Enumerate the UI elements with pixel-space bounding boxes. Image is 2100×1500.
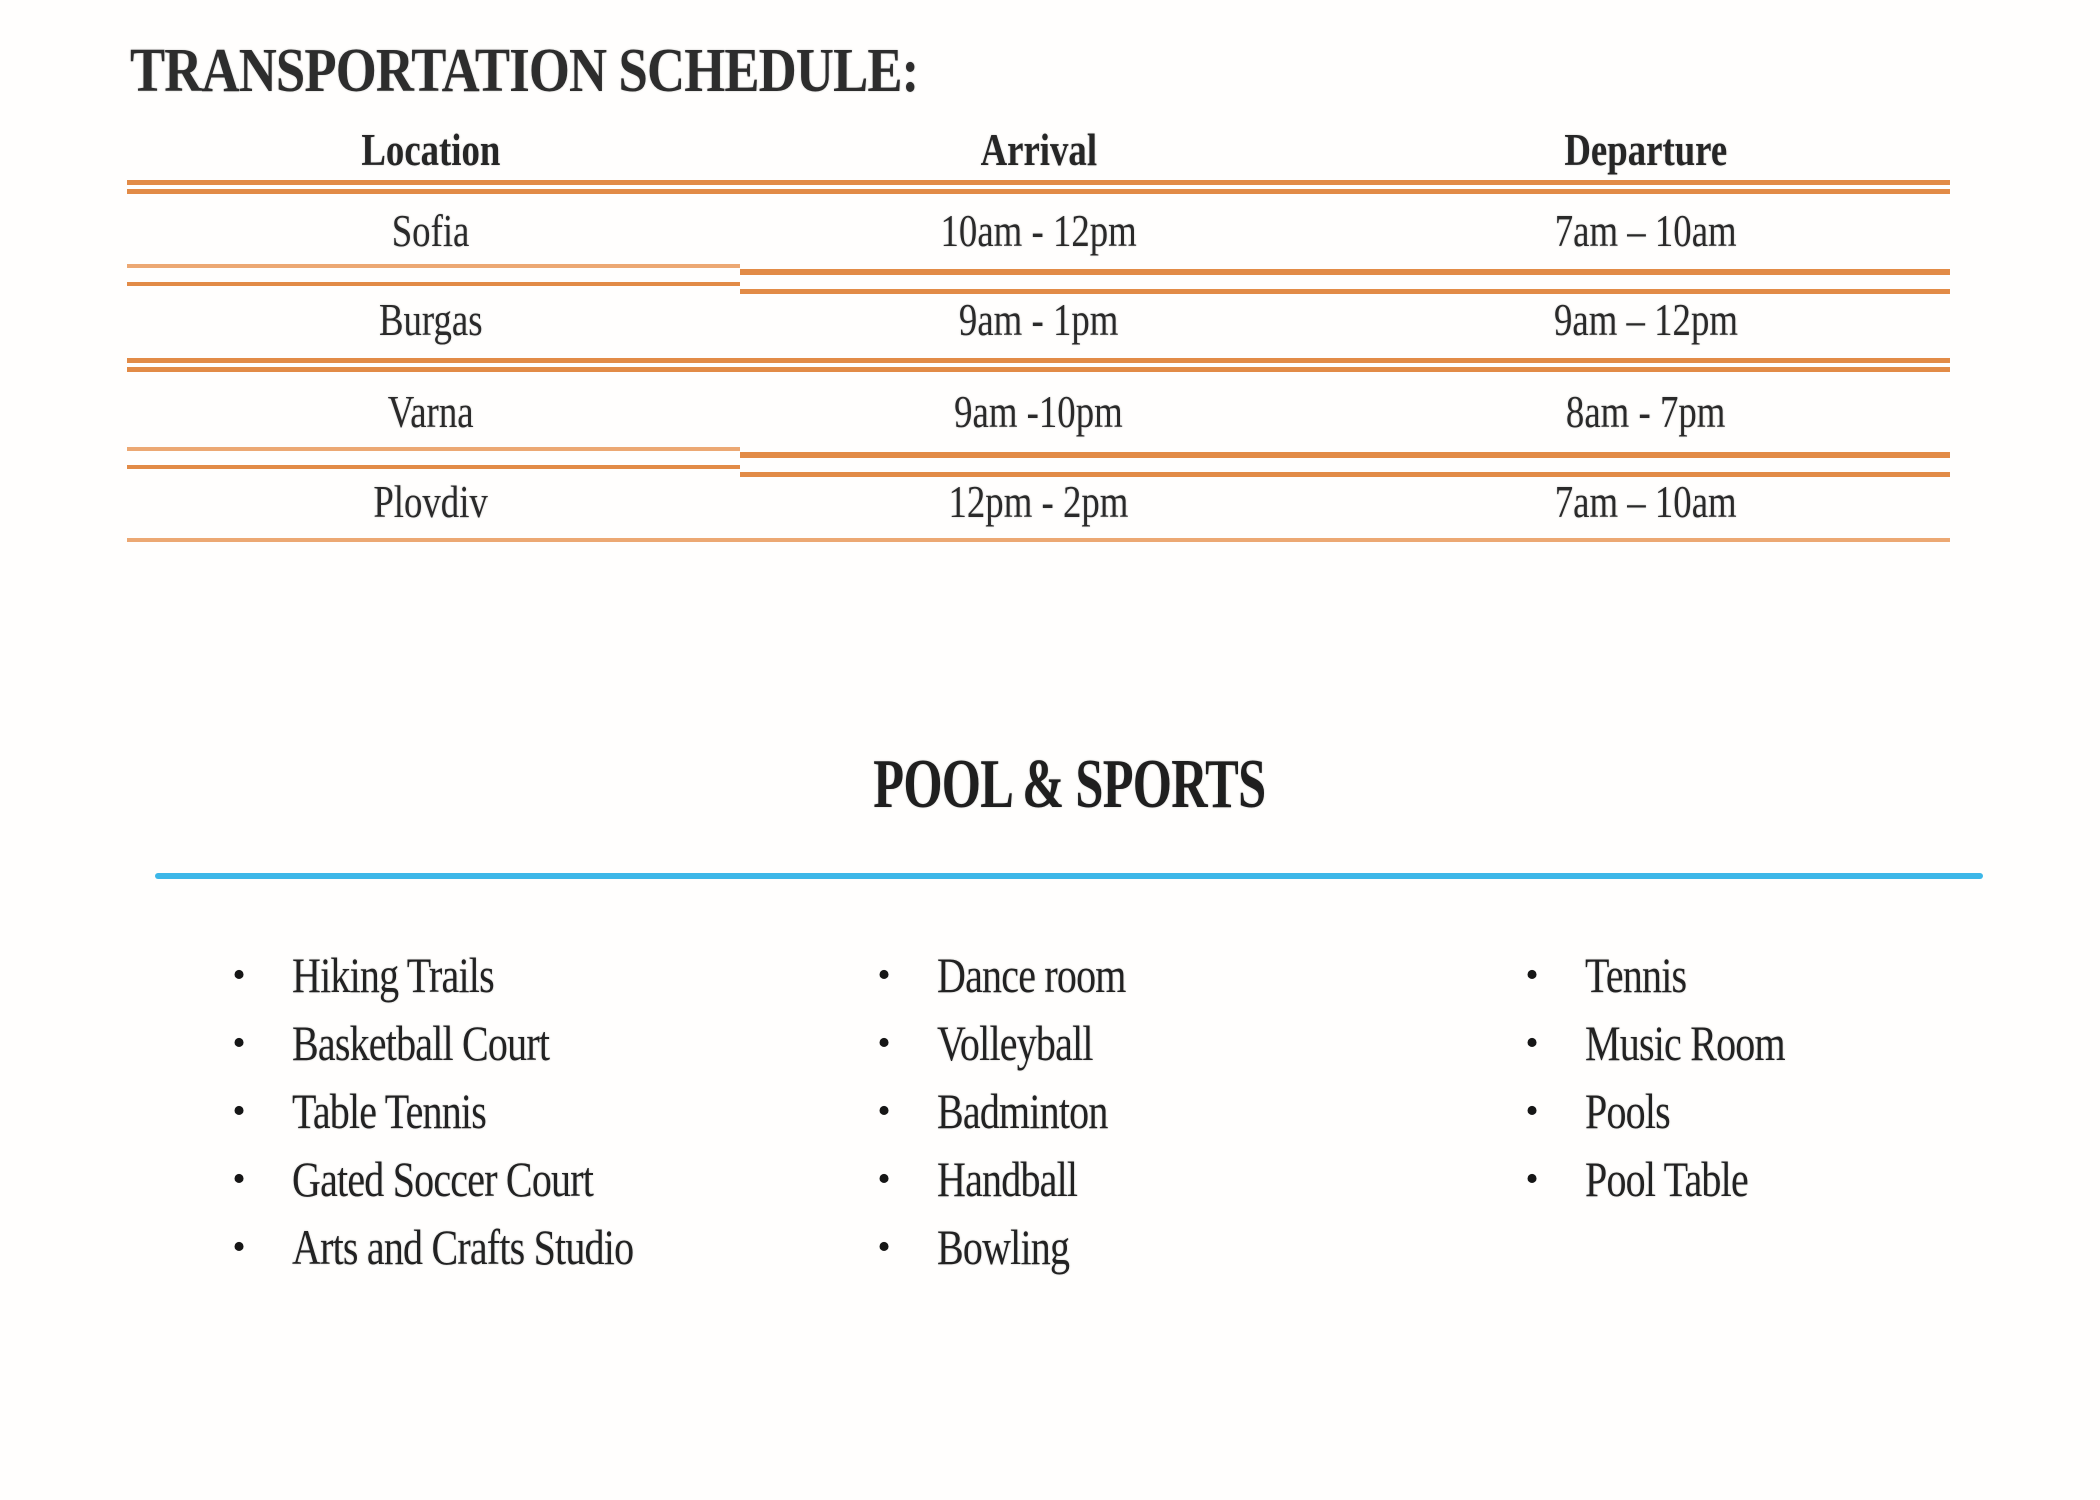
list-item: • Music Room (1521, 1009, 1983, 1077)
list-item: • Table Tennis (228, 1077, 800, 1145)
transportation-table (127, 118, 1950, 542)
table-divider (127, 358, 1950, 372)
page-title (130, 36, 1058, 107)
list-item: • Pool Table (1521, 1145, 1983, 1213)
bullet-icon: • (1525, 1090, 1539, 1132)
table-divider (127, 180, 1950, 194)
section-title (155, 745, 1983, 825)
bullet-icon: • (877, 1158, 891, 1200)
section-title-text: POOL & SPORTS (872, 746, 1266, 823)
list-item: • Volleyball (873, 1009, 1448, 1077)
cell-arrival: 10am - 12pm (940, 205, 1137, 256)
list-item: • Handball (873, 1145, 1448, 1213)
table-row (127, 281, 1950, 358)
table-divider (127, 450, 1950, 464)
cell-arrival: 9am -10pm (954, 385, 1123, 437)
pool-sports-section (155, 745, 1983, 1275)
bullet-icon: • (1525, 1158, 1539, 1200)
table-header-row (127, 118, 1950, 180)
list-item: • Bowling (873, 1213, 1448, 1281)
table-row (127, 194, 1950, 267)
facilities-lists (155, 941, 1983, 1281)
cell-location: Burgas (379, 294, 483, 345)
bullet-icon: • (877, 1226, 891, 1268)
bullet-icon: • (232, 1022, 246, 1064)
cell-departure: 8am - 7pm (1566, 385, 1726, 437)
list-item: • Badminton (873, 1077, 1448, 1145)
cell-arrival: 9am - 1pm (958, 294, 1119, 345)
list-item: • Basketball Court (228, 1009, 800, 1077)
bullet-icon: • (232, 1226, 246, 1268)
list-item: • Arts and Crafts Studio (228, 1213, 800, 1281)
bullet-icon: • (1525, 954, 1539, 996)
facilities-column-1 (155, 941, 800, 1281)
facilities-column-3 (1448, 941, 1983, 1281)
cell-departure: 9am – 12pm (1554, 294, 1739, 345)
page-title-text: TRANSPORTATION SCHEDULE: (130, 37, 919, 105)
list-item: • Dance room (873, 941, 1448, 1009)
cell-departure: 7am – 10am (1555, 475, 1738, 527)
bullet-icon: • (877, 954, 891, 996)
list-item: • Gated Soccer Court (228, 1145, 800, 1213)
bullet-icon: • (877, 1022, 891, 1064)
list-item: • Tennis (1521, 941, 1983, 1009)
list-item: • Hiking Trails (228, 941, 800, 1009)
bullet-icon: • (232, 1158, 246, 1200)
facilities-column-2 (800, 941, 1448, 1281)
bullet-icon: • (232, 954, 246, 996)
table-divider (127, 267, 1950, 281)
bullet-icon: • (1525, 1022, 1539, 1064)
cell-location: Varna (387, 385, 474, 437)
bullet-icon: • (232, 1090, 246, 1132)
cell-location: Sofia (391, 205, 470, 256)
cell-location: Plovdiv (373, 475, 489, 527)
column-header-departure: Departure (1564, 123, 1728, 175)
table-bottom-border (127, 538, 1950, 542)
section-divider (155, 873, 1983, 879)
column-header-location: Location (361, 123, 501, 175)
cell-arrival: 12pm - 2pm (948, 475, 1129, 527)
table-row (127, 372, 1950, 450)
table-row (127, 464, 1950, 538)
cell-departure: 7am – 10am (1555, 205, 1738, 256)
column-header-arrival: Arrival (980, 123, 1097, 175)
bullet-icon: • (877, 1090, 891, 1132)
list-item: • Pools (1521, 1077, 1983, 1145)
